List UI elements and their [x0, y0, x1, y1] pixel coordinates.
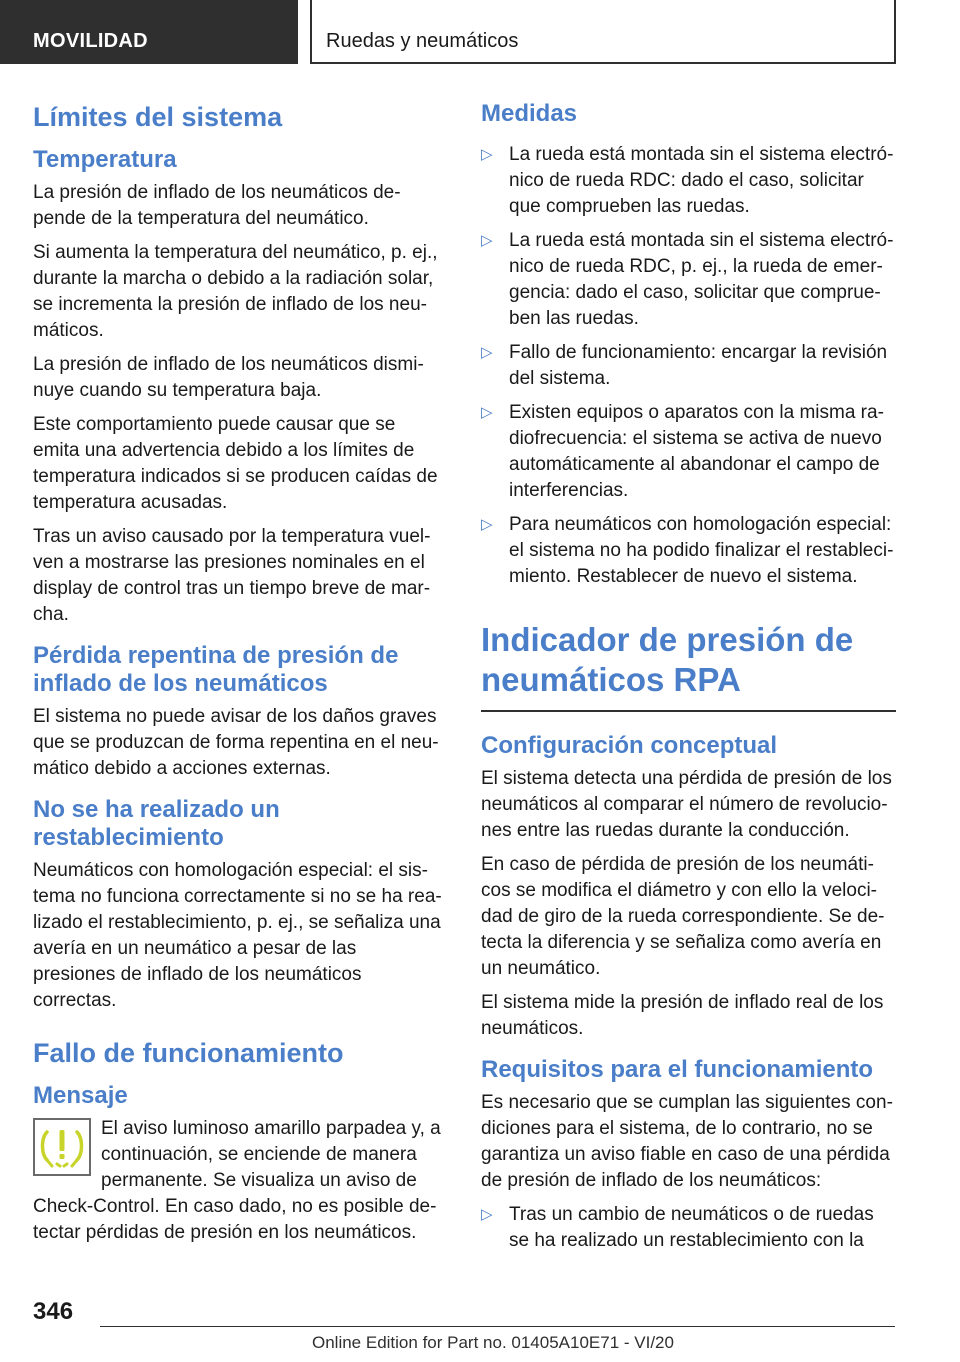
header-section-tab: [0, 0, 298, 64]
chapter-title-rpa: Indicador de presión de neumáticos RPA: [481, 621, 854, 698]
paragraph: Es necesario que se cumplan las siguientes con-diciones para el sistema, de lo contrario, no se garantiza un aviso fiable en caso de una pérdida de presión de inflado de los neumáticos:: [481, 1092, 893, 1191]
triangle-bullet-icon: ▷: [481, 1206, 493, 1223]
heading-temperatura: Temperatura: [33, 146, 177, 173]
paragraph: Neumáticos con homologación especial: el sis-tema no funciona correctamente si no se ha rea-lizado el restablecimiento, p. ej., se señaliza una avería en un neumático a pesar de las presiones de inflado de los neumáticos correctas.: [33, 860, 442, 1011]
left-column: [33, 100, 443, 1254]
section-title-limites: Límites del sistema: [33, 102, 283, 132]
list-item: ▷ Existen equipos o aparatos con la misma ra-diofrecuencia: el sistema se activa de nuevo automáticamente al abandonar el campo de interferencias.: [481, 402, 884, 501]
triangle-bullet-icon: ▷: [481, 232, 493, 249]
triangle-bullet-icon: ▷: [481, 344, 493, 361]
list-item: ▷ Para neumáticos con homologación especial: el sistema no ha podido finalizar el restableci-miento. Restablecer de nuevo el sistema.: [481, 514, 894, 587]
paragraph: Este comportamiento puede causar que se emita una advertencia debido a los límites de temperatura indicados si se producen caídas de temperatura acusadas.: [33, 414, 438, 513]
triangle-bullet-icon: ▷: [481, 404, 493, 421]
paragraph: Si aumenta la temperatura del neumático, p. ej., durante la marcha o debido a la radiación solar, se incrementa la presión de inflado de los neu-máticos.: [33, 242, 438, 341]
paragraph: Tras un aviso causado por la temperatura vuel-ven a mostrarse las presiones nominales en el display de control tras un tiempo breve de mar-cha.: [33, 526, 431, 625]
heading-configuracion: Configuración conceptual: [481, 732, 778, 759]
footer-edition: Online Edition for Part no. 01405A10E71 - VI/20: [312, 1333, 674, 1352]
header-section-label: MOVILIDAD: [33, 30, 148, 52]
page-number: 346: [33, 1298, 74, 1325]
message-block: [33, 1116, 443, 1246]
footer-rule: [100, 1326, 895, 1327]
requisitos-list: [481, 1202, 896, 1254]
heading-mensaje: Mensaje: [33, 1082, 128, 1109]
list-item: ▷ Fallo de funcionamiento: encargar la revisión del sistema.: [481, 342, 888, 389]
paragraph: El sistema no puede avisar de los daños graves que se produzcan de forma repentina en el neu-mático debido a acciones externas.: [33, 706, 439, 779]
tire-pressure-warning-icon: [33, 1118, 91, 1176]
medidas-list: [481, 142, 896, 590]
triangle-bullet-icon: ▷: [481, 516, 493, 533]
heading-no-restablecimiento: No se ha realizado un restablecimiento: [33, 796, 280, 851]
chapter-rule: [481, 710, 896, 712]
header-chapter-label: Ruedas y neumáticos: [326, 30, 519, 52]
header-chapter-box: [310, 0, 896, 64]
list-item: ▷ La rueda está montada sin el sistema electró-nico de rueda RDC: dado el caso, solicitar que comprueben las ruedas.: [481, 144, 894, 217]
paragraph: El sistema mide la presión de inflado real de los neumáticos.: [481, 992, 884, 1039]
heading-medidas: Medidas: [481, 100, 578, 127]
heading-perdida-repentina: Pérdida repentina de presión de inflado de los neumáticos: [33, 642, 399, 697]
list-item: ▷ La rueda está montada sin el sistema electró-nico de rueda RDC, p. ej., la rueda de emer-gencia: dado el caso, solicitar que comprue-ben las ruedas.: [481, 230, 894, 329]
triangle-bullet-icon: ▷: [481, 146, 493, 163]
paragraph: En caso de pérdida de presión de los neumáti-cos se modifica el diámetro y con ello la veloci-dad de giro de la rueda correspondiente. Se de-tecta la diferencia y se señaliza como avería en un neumático.: [481, 854, 885, 979]
section-title-fallo: Fallo de funcionamiento: [33, 1038, 344, 1068]
paragraph: La presión de inflado de los neumáticos dismi-nuye cuando su temperatura baja.: [33, 354, 424, 401]
paragraph: El aviso luminoso amarillo parpadea y, a continuación, se enciende de manera permanente. Se visualiza un aviso de Check-Control. En caso dado, no es posible de-tectar pérdidas de presión en los neumáticos.: [33, 1118, 441, 1243]
list-item: ▷ Tras un cambio de neumáticos o de ruedas se ha realizado un restablecimiento con la: [481, 1204, 874, 1251]
paragraph: La presión de inflado de los neumáticos de-pende de la temperatura del neumático.: [33, 182, 401, 229]
right-column: [481, 100, 896, 1262]
paragraph: El sistema detecta una pérdida de presión de los neumáticos al comparar el número de revolucio-nes entre las ruedas durante la conducción.: [481, 768, 892, 841]
heading-requisitos: Requisitos para el funcionamiento: [481, 1056, 874, 1083]
